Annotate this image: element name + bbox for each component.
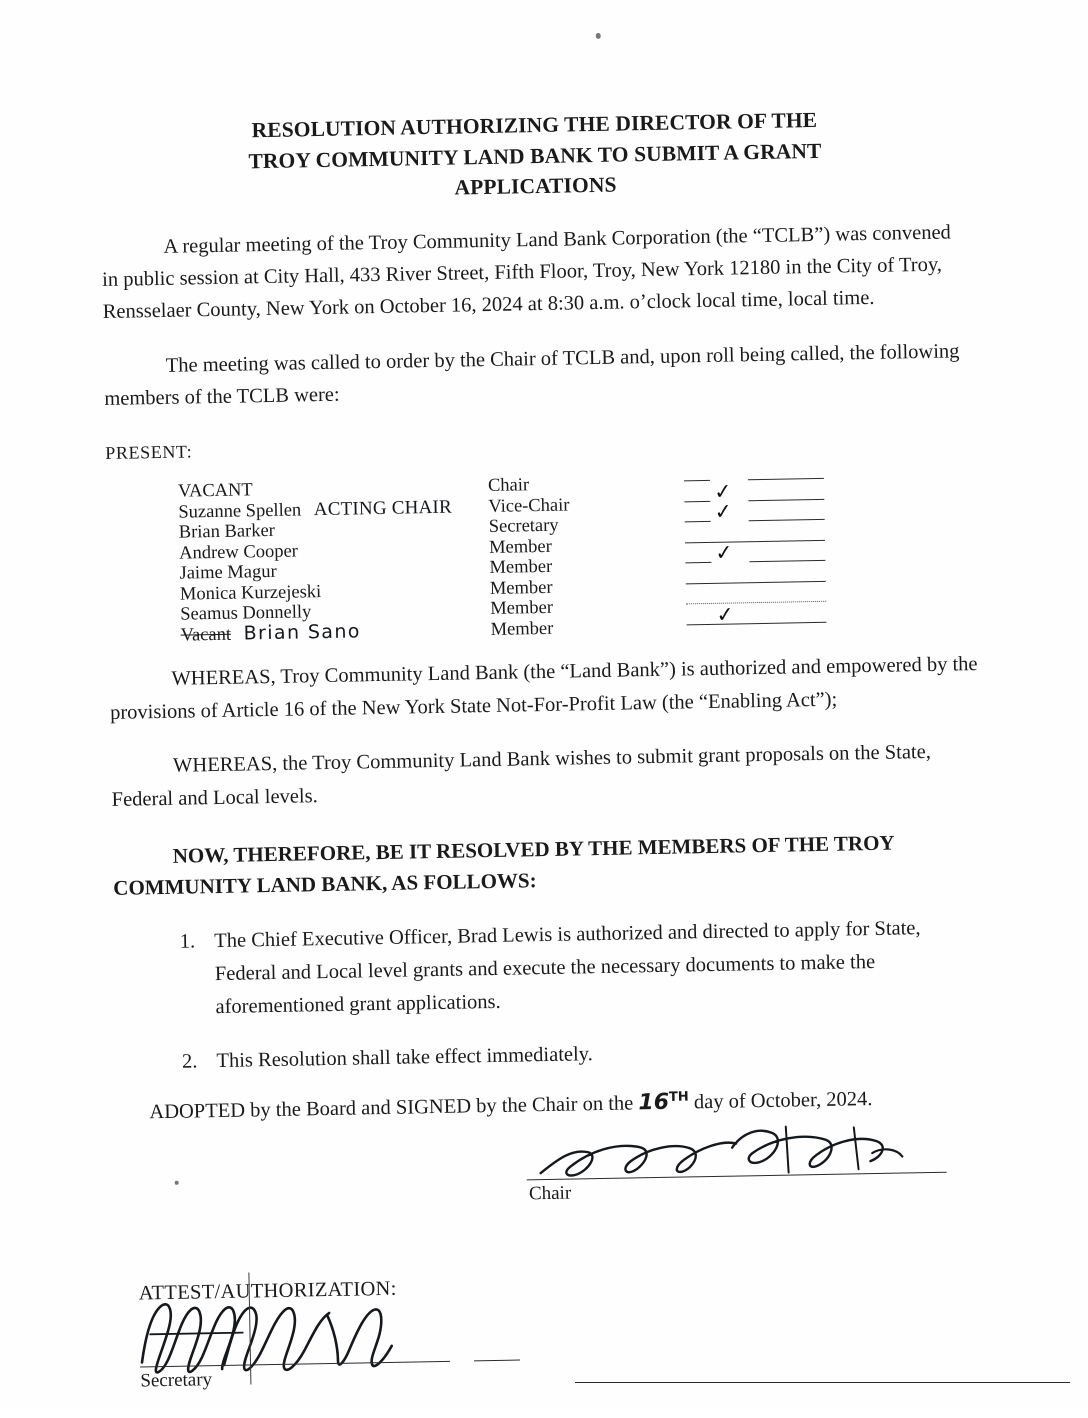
secretary-signature-line-extra bbox=[474, 1359, 520, 1361]
roster-member-role: Chair bbox=[487, 475, 530, 497]
chair-signature bbox=[536, 1122, 937, 1193]
scan-speck bbox=[596, 33, 601, 39]
check-mark-icon: ✓ bbox=[713, 499, 734, 525]
attendance-roster bbox=[177, 462, 979, 646]
roster-member-role: Member bbox=[490, 618, 554, 640]
whereas-clause-1: WHEREAS, Troy Community Land Bank (the “Land Bank”) is authorized and empowered by the provisions of Article 16 of the New York State Not-For-Profit Law (the “Enabling Act”); bbox=[109, 653, 978, 724]
roster-member-name: Vacant Brian Sano bbox=[180, 620, 362, 646]
paragraph-roll-call: The meeting was called to order by the Chair of TCLB and, upon roll being called, the following members of the TCLB were: bbox=[104, 340, 960, 411]
roster-member-name: Brian Barker bbox=[178, 521, 276, 544]
adoption-prefix: ADOPTED by the Board and SIGNED by the Chair on the bbox=[149, 1092, 634, 1124]
resolution-list bbox=[114, 911, 987, 1080]
paragraph-meeting-convened: A regular meeting of the Troy Community Land Bank Corporation (the “TCLB”) was convened in public session at City Hall, 433 River Street, Fifth Floor, Troy, New York 12180 in the City of Troy, Rensselaer County, New York on October 16, 2024 at 8:30 a.m. o’clock local time, local time. bbox=[101, 221, 952, 324]
attest-label: ATTEST/AUTHORIZATION: bbox=[138, 1277, 397, 1305]
title-line-3: APPLICATIONS bbox=[454, 172, 617, 200]
roster-member-role: Member bbox=[489, 577, 553, 599]
roster-attendance-mark bbox=[679, 527, 829, 550]
page-title bbox=[99, 102, 971, 209]
check-mark-icon: ✓ bbox=[714, 540, 734, 566]
roster-attendance-mark bbox=[678, 465, 828, 488]
roster-member-name: VACANT bbox=[177, 480, 253, 503]
adoption-day-number: 16 bbox=[638, 1089, 670, 1116]
whereas-clause-2: WHEREAS, the Troy Community Land Bank wishes to submit grant proposals on the State, Federal and Local levels. bbox=[111, 741, 932, 811]
adoption-statement bbox=[117, 1084, 987, 1125]
chair-label: Chair bbox=[528, 1182, 572, 1205]
roster-member-role: Secretary bbox=[488, 516, 559, 538]
roster-attendance-mark bbox=[680, 601, 830, 632]
roster-member-name: Seamus Donnelly bbox=[180, 602, 312, 626]
list-item: 1. The Chief Executive Officer, Brad Lewis is authorized and directed to apply for State, Federal and Local level grants and execute the necessary documents to make the aforementioned grant applications. bbox=[200, 911, 986, 1025]
roster-member-role: Vice-Chair bbox=[488, 495, 570, 517]
resolved-heading bbox=[112, 826, 983, 905]
roster-member-role: Member bbox=[489, 557, 553, 579]
attest-block bbox=[121, 1267, 993, 1413]
roster-attendance-mark bbox=[679, 540, 829, 570]
roster-attendance-mark bbox=[680, 588, 830, 611]
adoption-day-suffix: TH bbox=[668, 1089, 689, 1105]
roster-member-role: Member bbox=[490, 598, 554, 620]
resolved-heading-line-2: COMMUNITY LAND BANK, AS FOLLOWS: bbox=[113, 868, 537, 901]
adoption-suffix: day of October, 2024. bbox=[693, 1087, 873, 1114]
present-label: PRESENT: bbox=[105, 441, 193, 464]
title-line-2: TROY COMMUNITY LAND BANK TO SUBMIT A GRANT bbox=[248, 138, 822, 173]
roster-member-name: Suzanne Spellen ACTING CHAIR bbox=[178, 496, 453, 523]
secretary-label: Secretary bbox=[140, 1368, 213, 1392]
roster-member-name: Monica Kurzejeski bbox=[179, 581, 322, 605]
roster-member-name: Jaime Magur bbox=[179, 562, 277, 585]
roster-attendance-mark bbox=[678, 478, 828, 509]
check-mark-icon: ✓ bbox=[715, 601, 736, 628]
resolved-heading-line-1: NOW, THEREFORE, BE IT RESOLVED BY THE MEMBERS OF THE TROY bbox=[172, 830, 895, 868]
roster-member-name: Andrew Cooper bbox=[178, 541, 299, 564]
roster-attendance-mark bbox=[678, 499, 828, 529]
title-line-1: RESOLUTION AUTHORIZING THE DIRECTOR OF THE bbox=[251, 107, 818, 143]
roster-member-role: Member bbox=[488, 536, 552, 558]
document-body bbox=[99, 102, 993, 1412]
footer-rule bbox=[575, 1382, 1070, 1383]
roster-attendance-mark bbox=[680, 568, 830, 591]
check-mark-icon: ✓ bbox=[713, 478, 733, 505]
list-item: 2. This Resolution shall take effect immediately. bbox=[202, 1030, 986, 1078]
chair-signature-block bbox=[118, 1125, 989, 1227]
handwritten-member-name: Brian Sano bbox=[243, 620, 362, 645]
